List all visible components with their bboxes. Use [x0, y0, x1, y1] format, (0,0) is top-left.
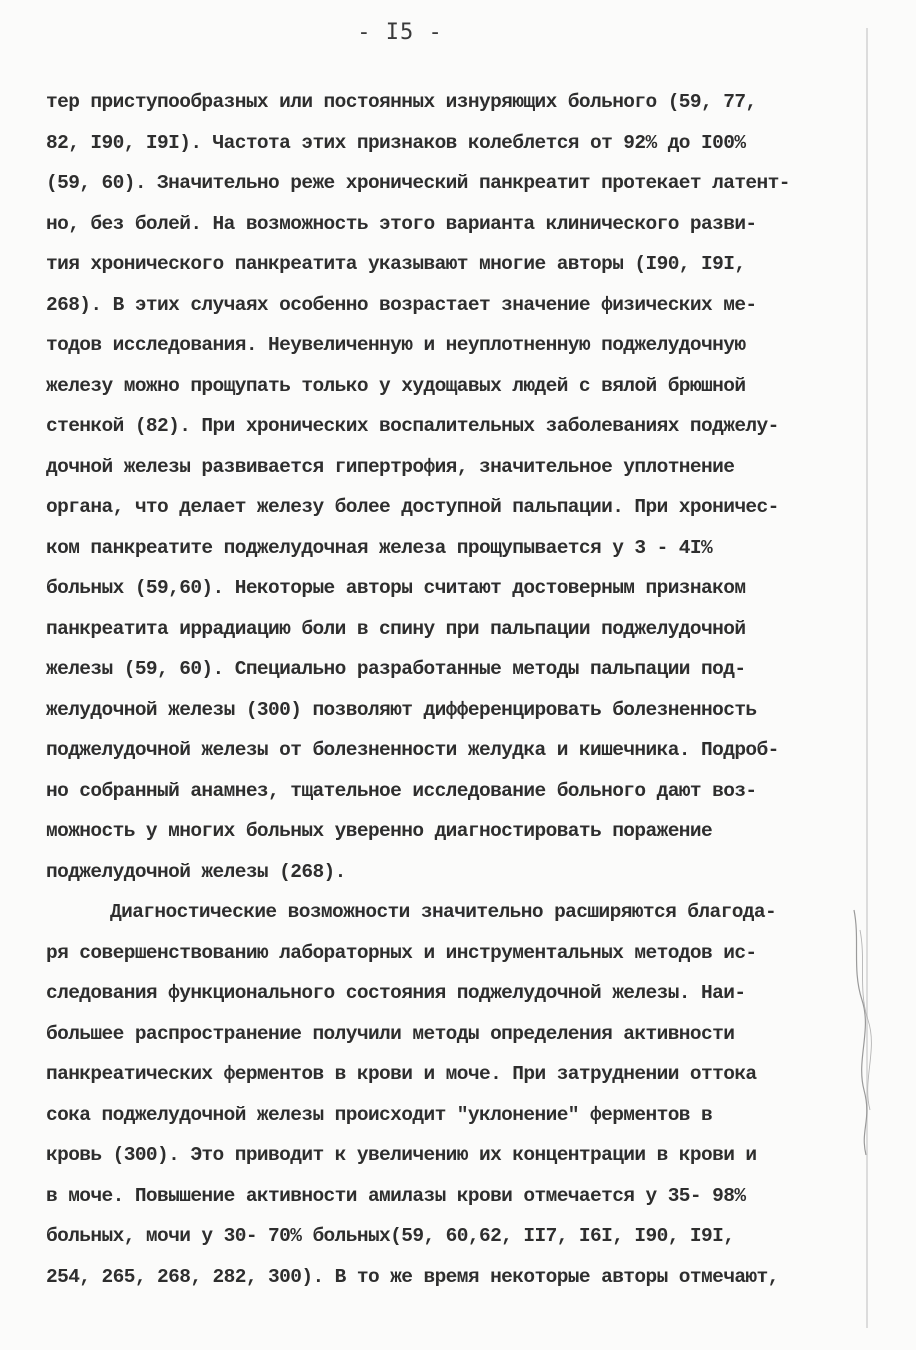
handwritten-margin-mark	[846, 900, 876, 1160]
text-line: 268). В этих случаях особенно возрастает значение физических ме-	[46, 293, 757, 316]
text-line: желудочной железы (300) позволяют дифференцировать болезненность	[46, 698, 757, 721]
text-line: сока поджелудочной железы происходит "уклонение" ферментов в	[46, 1103, 713, 1126]
text-line: в моче. Повышение активности амилазы крови отмечается у 35- 98%	[46, 1184, 746, 1207]
text-line: поджелудочной железы (268).	[46, 860, 346, 883]
text-line: следования функционального состояния поджелудочной железы. Наи-	[46, 982, 746, 1004]
paragraph-2	[46, 892, 846, 1297]
text-line: (59, 60). Значительно реже хронический панкреатит протекает латент-	[46, 172, 790, 194]
text-line: тодов исследования. Неувеличенную и неуплотненную поджелудочную	[46, 334, 746, 356]
paragraph-1	[46, 82, 846, 892]
text-line: кровь (300). Это приводит к увеличению их концентрации в крови и	[46, 1144, 757, 1166]
text-line: ком панкреатите поджелудочная железа прощупывается у 3 - 4I%	[46, 536, 713, 559]
text-line: органа, что делает железу более доступной пальпации. При хроничес-	[46, 496, 779, 518]
text-line: больных (59,60). Некоторые авторы считают достоверным признаком	[46, 577, 746, 599]
text-line: 254, 265, 268, 282, 300). В то же время некоторые авторы отмечают,	[46, 1265, 779, 1288]
text-line: панкреатита иррадиацию боли в спину при пальпации поджелудочной	[46, 617, 746, 640]
text-line: но собранный анамнез, тщательное исследование больного дают воз-	[46, 779, 757, 802]
text-line: но, без болей. На возможность этого варианта клинического разви-	[46, 212, 757, 235]
body-text	[46, 82, 846, 1297]
text-line: панкреатических ферментов в крови и моче. При затруднении оттока	[46, 1063, 757, 1085]
text-line: тер приступообразных или постоянных изнуряющих больного (59, 77,	[46, 91, 757, 113]
text-line: больных, мочи у 30- 70% больных(59, 60,62, II7, I6I, I90, I9I,	[46, 1225, 735, 1247]
text-line: стенкой (82). При хронических воспалительных заболеваниях поджелу-	[46, 415, 779, 437]
text-line: 82, I90, I9I). Частота этих признаков колеблется от 92% до I00%	[46, 131, 746, 154]
text-line: можность у многих больных уверенно диагностировать поражение	[46, 820, 713, 842]
text-line: тия хронического панкреатита указывают многие авторы (I90, I9I,	[46, 253, 746, 275]
text-line: ря совершенствованию лабораторных и инструментальных методов ис-	[46, 941, 757, 964]
text-line: дочной железы развивается гипертрофия, значительное уплотнение	[46, 455, 735, 478]
text-line: железы (59, 60). Специально разработанные методы пальпации под-	[46, 658, 746, 680]
text-line: большее распространение получили методы определения активности	[46, 1022, 735, 1045]
text-line-indented: Диагностические возможности значительно расширяются благода-	[110, 901, 777, 923]
page-number: - I5 -	[357, 20, 443, 45]
text-line: железу можно прощупать только у худощавых людей с вялой брюшной	[46, 374, 746, 397]
text-line: поджелудочной железы от болезненности желудка и кишечника. Подроб-	[46, 739, 779, 761]
